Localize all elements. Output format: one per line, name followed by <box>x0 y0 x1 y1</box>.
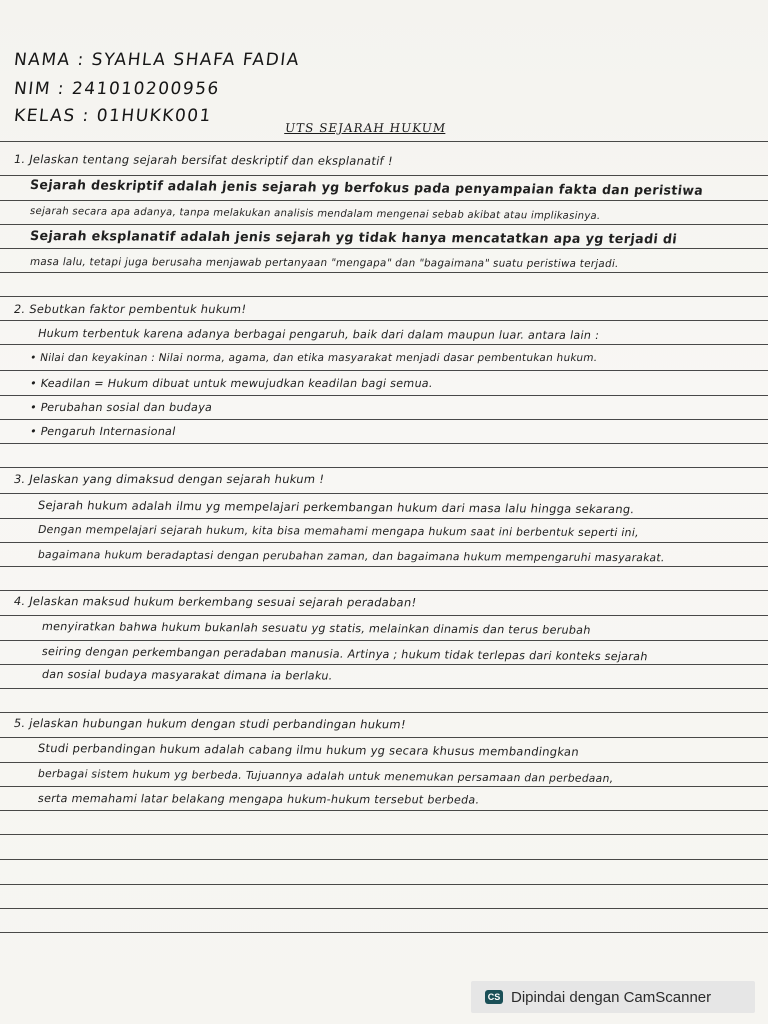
ruled-line <box>0 664 768 665</box>
ruled-line <box>0 224 768 225</box>
ruled-line <box>0 200 768 201</box>
ruled-line <box>0 615 768 616</box>
ruled-line <box>0 395 768 396</box>
answer-1-line-2: sejarah secara apa adanya, tanpa melakukan analisis mendalam mengenai sebab akibat atau implikasinya. <box>28 206 602 222</box>
ruled-line <box>0 908 768 909</box>
camscanner-label: Dipindai dengan CamScanner <box>511 988 712 1006</box>
camscanner-watermark <box>471 981 755 1013</box>
ruled-line <box>0 590 768 591</box>
answer-3-line-2: Dengan mempelajari sejarah hukum, kita bisa memahami mengapa hukum saat ini berbentuk seperti ini, <box>36 523 641 540</box>
student-name: NAMA : SYAHLA SHAFA FADIA <box>12 50 301 70</box>
question-5: 5. jelaskan hubungan hukum dengan studi perbandingan hukum! <box>12 716 408 732</box>
answer-1-line-3: Sejarah eksplanatif adalah jenis sejarah yg tidak hanya mencatatkan apa yg terjadi di <box>29 229 678 248</box>
ruled-line <box>0 786 768 787</box>
student-nim: NIM : 241010200956 <box>12 79 221 99</box>
ruled-line <box>0 518 768 519</box>
ruled-line <box>0 248 768 249</box>
ruled-line <box>0 141 768 142</box>
ruled-line <box>0 712 768 713</box>
question-3: 3. Jelaskan yang dimaksud dengan sejarah hukum ! <box>12 472 326 486</box>
answer-4-line-2: seiring dengan perkembangan peradaban manusia. Artinya ; hukum tidak terlepas dari konteks sejarah <box>40 645 649 664</box>
answer-2-bullet-3: • Perubahan sosial dan budaya <box>28 401 214 414</box>
ruled-line <box>0 370 768 371</box>
ruled-line <box>0 884 768 885</box>
page-title: UTS SEJARAH HUKUM <box>284 121 448 135</box>
ruled-line <box>0 932 768 933</box>
ruled-line <box>0 344 768 345</box>
question-2: 2. Sebutkan faktor pembentuk hukum! <box>12 302 248 316</box>
answer-5-line-2: berbagai sistem hukum yg berbeda. Tujuannya adalah untuk menemukan persamaan dan perbedaan, <box>36 767 615 786</box>
ruled-line <box>0 834 768 835</box>
ruled-line <box>0 859 768 860</box>
student-class: KELAS : 01HUKK001 <box>12 106 213 126</box>
ruled-line <box>0 493 768 494</box>
answer-1-line-1: Sejarah deskriptif adalah jenis sejarah yg berfokus pada penyampaian fakta dan peristiwa <box>29 178 704 199</box>
ruled-line <box>0 467 768 468</box>
ruled-line <box>0 762 768 763</box>
ruled-line <box>0 272 768 273</box>
ruled-line <box>0 566 768 567</box>
answer-4-line-3: dan sosial budaya masyarakat dimana ia berlaku. <box>40 668 334 683</box>
answer-2-bullet-4: • Pengaruh Internasional <box>28 425 177 438</box>
ruled-line <box>0 443 768 444</box>
ruled-line <box>0 542 768 543</box>
answer-2-bullet-2: • Keadilan = Hukum dibuat untuk mewujudkan keadilan bagi semua. <box>28 377 434 390</box>
ruled-line <box>0 640 768 641</box>
answer-4-line-1: menyiratkan bahwa hukum bukanlah sesuatu yg statis, melainkan dinamis dan terus berubah <box>40 620 592 637</box>
ruled-line <box>0 175 768 176</box>
ruled-line <box>0 737 768 738</box>
question-4: 4. Jelaskan maksud hukum berkembang sesuai sejarah peradaban! <box>12 594 418 610</box>
ruled-line <box>0 320 768 321</box>
ruled-line <box>0 419 768 420</box>
ruled-line <box>0 810 768 811</box>
answer-5-line-1: Studi perbandingan hukum adalah cabang ilmu hukum yg secara khusus membandingkan <box>36 741 581 759</box>
question-1: 1. Jelaskan tentang sejarah bersifat deskriptif dan eksplanatif ! <box>12 152 395 168</box>
answer-5-line-3: serta memahami latar belakang mengapa hukum-hukum tersebut berbeda. <box>36 792 481 807</box>
answer-3-line-3: bagaimana hukum beradaptasi dengan perubahan zaman, dan bagaimana hukum mempengaruhi masyarakat. <box>36 548 666 565</box>
answer-2-bullet-1: • Nilai dan keyakinan : Nilai norma, agama, dan etika masyarakat menjadi dasar pembentukan hukum. <box>28 352 599 364</box>
camscanner-icon: CS <box>485 990 503 1004</box>
answer-3-line-1: Sejarah hukum adalah ilmu yg mempelajari perkembangan hukum dari masa lalu hingga sekarang. <box>36 498 636 517</box>
ruled-line <box>0 688 768 689</box>
ruled-line <box>0 296 768 297</box>
answer-2-line-1: Hukum terbentuk karena adanya berbagai pengaruh, baik dari dalam maupun luar. antara lain : <box>36 327 601 342</box>
answer-1-line-4: masa lalu, tetapi juga berusaha menjawab pertanyaan "mengapa" dan "bagaimana" suatu peristiwa terjadi. <box>28 256 620 271</box>
